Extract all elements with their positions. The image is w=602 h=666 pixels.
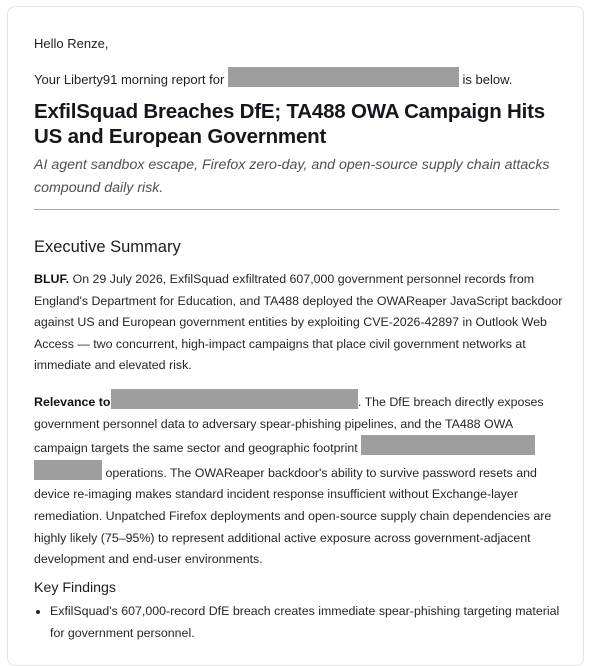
executive-summary-heading: Executive Summary [34, 238, 181, 256]
report-suffix: is below. [462, 72, 513, 87]
divider [34, 209, 559, 210]
report-title: ExfilSquad Breaches DfE; TA488 OWA Campaign Hits US and European Government [34, 100, 545, 148]
relevance-label: Relevance to [34, 395, 111, 409]
redacted-block [111, 389, 358, 409]
greeting: Hello Renze, [34, 36, 109, 51]
report-prefix: Your Liberty91 morning report for [34, 72, 225, 87]
redacted-block [228, 67, 459, 87]
report-subtitle: AI agent sandbox escape, Firefox zero-day, and open-source supply chain attacks compound daily risk. [34, 157, 550, 196]
redacted-block [34, 460, 102, 480]
list-item: • ExfilSquad's 607,000-record DfE breach creates immediate spear-phishing targeting material for government personnel. [50, 601, 565, 644]
relevance-paragraph [34, 389, 569, 571]
bluf-label: BLUF. [34, 272, 70, 286]
report-intro [34, 67, 512, 89]
key-findings-list [34, 601, 565, 644]
relevance-text-2: operations. The OWAReaper backdoor's ability to survive password resets and device re-imaging makes standard incident response insufficient without Exchange-layer remediation. Unpatched Firefox deployments and open-source supply chain dependencies are highly likely (75–95%) to represent additional active exposure across government-adjacent development and end-user environments. [34, 465, 552, 567]
redacted-block [361, 435, 535, 455]
bluf-paragraph [34, 269, 569, 377]
bluf-text: On 29 July 2026, ExfilSquad exfiltrated 607,000 government personnel records from England's Department for Education, and TA488 deployed the OWAReaper JavaScript backdoor against US and European government entities by exploiting CVE-2026-42897 in Outlook Web Access — two concurrent, high-impact campaigns that place civil government networks at immediate and elevated risk. [34, 272, 563, 373]
email-card [7, 6, 584, 666]
relevance-text-1: . The DfE breach directly exposes government personnel data to adversary spear-phishing pipelines, and the TA488 OWA campaign targets the same sector and geographic footprint [34, 395, 544, 456]
key-findings-heading: Key Findings [34, 580, 117, 596]
